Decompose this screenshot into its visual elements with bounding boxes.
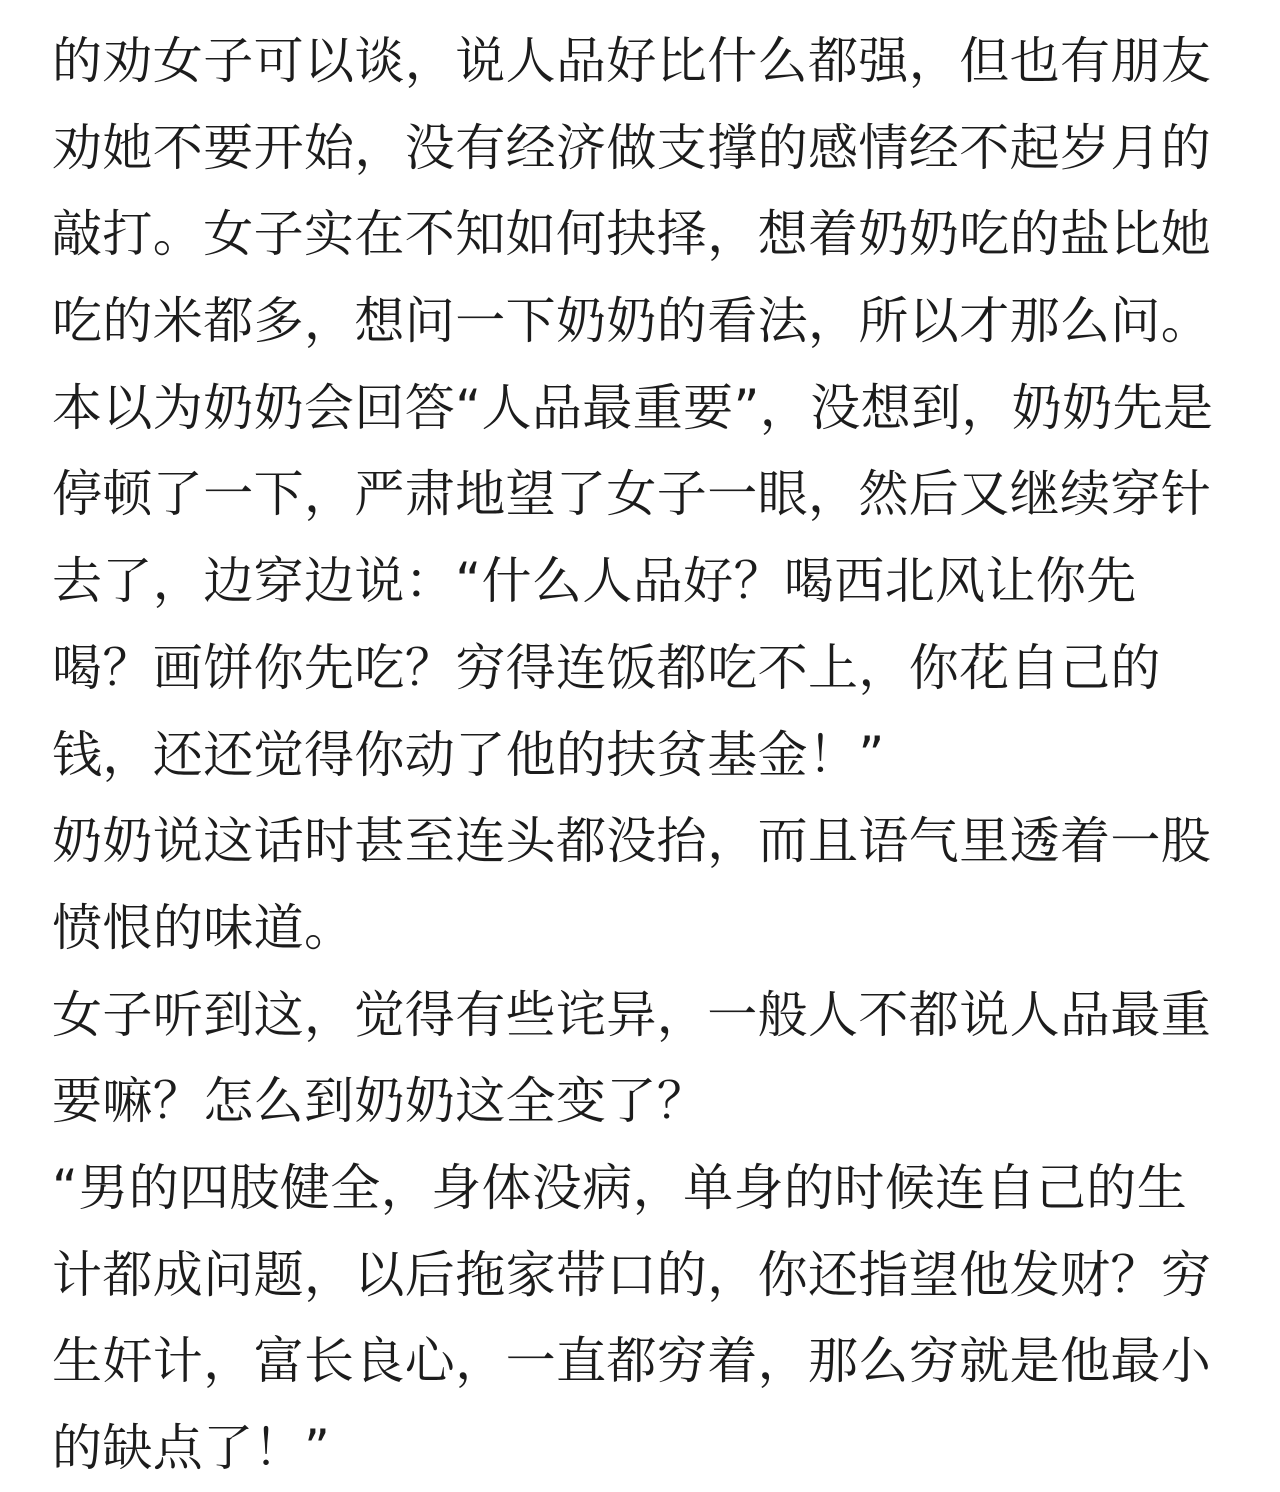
text-line: “男的四肢健全，身体没病，单身的时候连自己的生 [52,1158,1188,1217]
text-line: 停顿了一下，严肃地望了女子一眼，然后又继续穿针 [52,465,1212,524]
text-line: 要嘛？怎么到奶奶这全变了？ [52,1072,708,1131]
text-line: 喝？画饼你先吃？穷得连饭都吃不上，你花自己的 [52,638,1161,697]
text-line: 奶奶说这话时甚至连头都没抬，而且语气里透着一股 [52,812,1212,871]
text-line: 吃的米都多，想问一下奶奶的看法，所以才那么问。 [52,292,1212,351]
text-line: 钱，还还觉得你动了他的扶贫基金！” [52,725,885,784]
text-line: 生奸计，富长良心，一直都穷着，那么穷就是他最小 [52,1332,1212,1391]
text-line: 女子听到这，觉得有些诧异，一般人不都说人品最重 [52,985,1212,1044]
article-body [52,18,1232,1492]
text-line: 劝她不要开始，没有经济做支撑的感情经不起岁月的 [52,118,1212,177]
text-line: 愤恨的味道。 [52,898,355,957]
text-line: 本以为奶奶会回答“人品最重要”，没想到，奶奶先是 [52,378,1214,437]
text-line: 去了，边穿边说：“什么人品好？喝西北风让你先 [52,552,1137,611]
text-line: 的劝女子可以谈，说人品好比什么都强，但也有朋友 [52,32,1212,90]
text-line: 的缺点了！” [52,1419,331,1477]
text-line: 计都成问题，以后拖家带口的，你还指望他发财？穷 [52,1245,1212,1304]
text-line: 敲打。女子实在不知如何抉择，想着奶奶吃的盐比她 [52,205,1212,264]
